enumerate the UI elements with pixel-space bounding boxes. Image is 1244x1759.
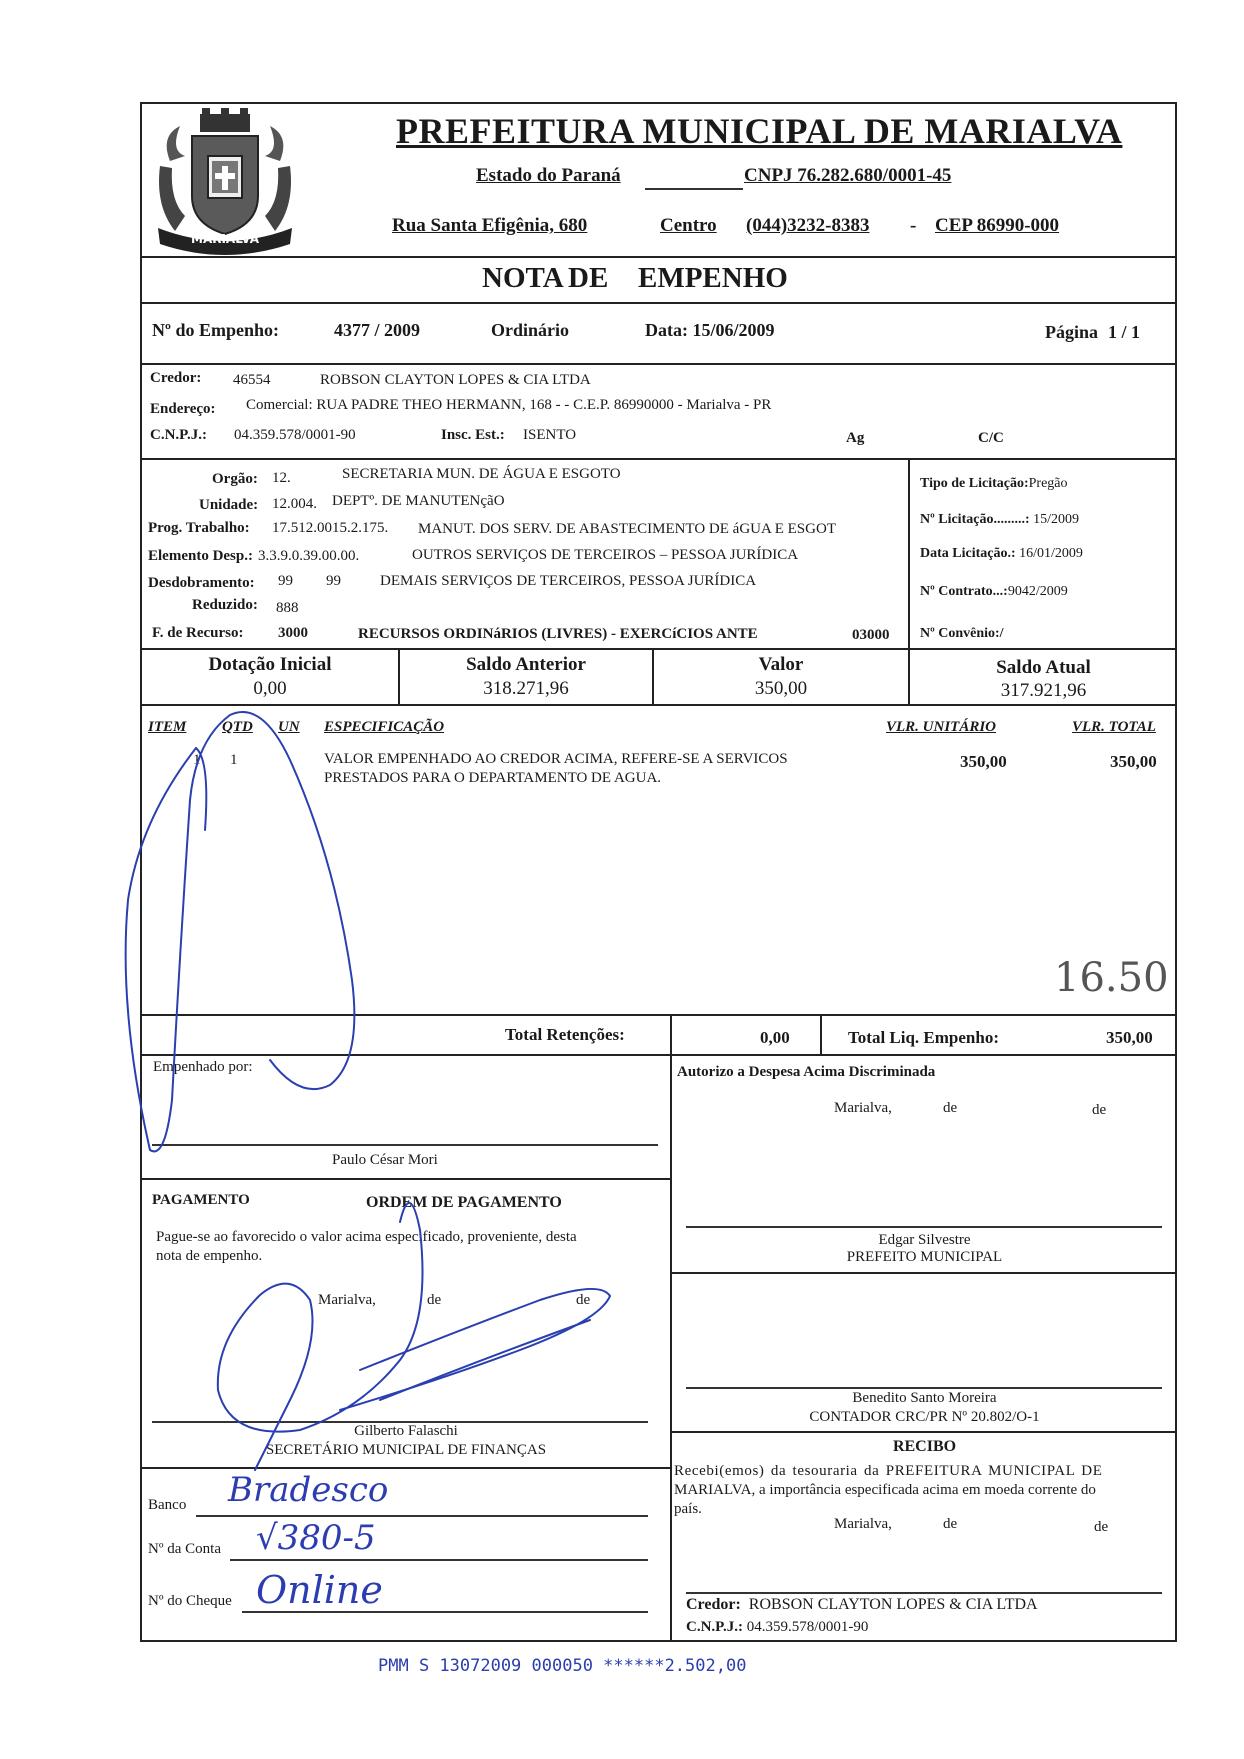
handwritten-note: 16.50 xyxy=(1054,955,1169,1001)
pagamento-marialva: Marialva, xyxy=(318,1292,376,1308)
item-number: 1 xyxy=(193,752,201,768)
insc-label: Insc. Est.: xyxy=(441,427,505,443)
prefeito-nome: Edgar Silvestre xyxy=(878,1232,971,1248)
recibo-cnpj-val: 04.359.578/0001-90 xyxy=(746,1619,869,1635)
empenhado-nome: Paulo César Mori xyxy=(332,1152,438,1168)
item-qtd: 1 xyxy=(230,752,238,768)
fonte-label: F. de Recurso: xyxy=(152,625,244,641)
signature-stroke-3 xyxy=(218,1203,423,1470)
doc-title-empenho: EMPENHO xyxy=(638,262,788,294)
footer-stamp: PMM S 13072009 000050 ******2.502,00 xyxy=(378,1656,747,1676)
contador-cargo: CONTADOR CRC/PR Nº 20.802/O-1 xyxy=(809,1409,1040,1425)
cheque-handwritten: Online xyxy=(256,1568,383,1612)
signature-stroke-1 xyxy=(126,712,355,1151)
ordem-pagamento: ORDEM DE PAGAMENTO xyxy=(366,1194,562,1211)
doc-title-nota: NOTA xyxy=(482,262,564,294)
atual-val: 317.921,96 xyxy=(1000,680,1087,701)
valor-val: 350,00 xyxy=(754,678,808,699)
insc-valor: ISENTO xyxy=(523,427,577,443)
desd-cod2: 99 xyxy=(326,573,341,589)
empenhado-label: Empenhado por: xyxy=(153,1059,253,1075)
recibo-texto3: país. xyxy=(674,1501,702,1517)
recibo-credor-label: Credor: xyxy=(686,1596,741,1613)
col-espec-header: ESPECIFICAÇÃO xyxy=(324,719,445,735)
recibo-titulo: RECIBO xyxy=(892,1438,957,1455)
recibo-de1: de xyxy=(943,1516,958,1532)
empenho-tipo: Ordinário xyxy=(491,320,570,340)
address-phone: (044)3232-8383 xyxy=(746,215,870,236)
signature-stroke-4 xyxy=(340,1289,610,1410)
orgao-label: Orgão: xyxy=(212,471,258,487)
elem-cod: 3.3.9.0.39.00.00. xyxy=(258,548,360,564)
banco-label: Banco xyxy=(148,1497,187,1513)
banco-handwritten: Bradesco xyxy=(228,1470,389,1510)
item-total-value: 350,00 xyxy=(1110,752,1157,771)
cc-label: C/C xyxy=(978,430,1004,446)
empenho-data: Data: 15/06/2009 xyxy=(645,320,775,340)
item-unit-value: 350,00 xyxy=(960,752,1007,771)
licitacao-data-val: 16/01/2009 xyxy=(1015,546,1083,561)
doc-title-de: DE xyxy=(568,262,609,294)
seal-ribbon-text: MARIALVA xyxy=(191,232,259,246)
elem-label: Elemento Desp.: xyxy=(148,548,253,564)
secretario-cargo: SECRETÁRIO MUNICIPAL DE FINANÇAS xyxy=(265,1442,547,1458)
empenho-label: Nº do Empenho: xyxy=(152,320,279,340)
unidade-cod: 12.004. xyxy=(272,496,317,512)
cnpj-label: C.N.P.J.: xyxy=(150,427,207,443)
reduzido-val: 888 xyxy=(276,600,299,616)
dotacao-label: Dotação Inicial xyxy=(208,654,332,675)
ag-label: Ag xyxy=(846,430,865,446)
pagamento-de2: de xyxy=(576,1292,591,1308)
desd-label: Desdobramento: xyxy=(148,575,255,591)
dotacao-val: 0,00 xyxy=(253,678,287,699)
col-unit-header: VLR. UNITÁRIO xyxy=(886,719,997,735)
pagamento-texto2: nota de empenho. xyxy=(156,1248,263,1264)
cheque-label: Nº do Cheque xyxy=(148,1593,232,1609)
unidade-desc: DEPTº. DE MANUTENçãO xyxy=(332,493,505,509)
anterior-val: 318.271,96 xyxy=(483,678,569,699)
retencoes-label: Total Retenções: xyxy=(505,1025,625,1044)
credor-label: Credor: xyxy=(150,370,202,386)
col-un-header: UN xyxy=(278,719,300,735)
pagamento-titulo: PAGAMENTO xyxy=(152,1192,250,1208)
cnpj-header: CNPJ 76.282.680/0001-45 xyxy=(744,165,952,186)
autorizo-marialva: Marialva, xyxy=(834,1100,892,1116)
item-desc-line1: VALOR EMPENHADO AO CREDOR ACIMA, REFERE-SE A SERVICOS xyxy=(324,751,788,767)
licitacao-numero-val: 15/2009 xyxy=(1029,512,1079,527)
secretario-nome: Gilberto Falaschi xyxy=(354,1423,458,1439)
cnpj-valor: 04.359.578/0001-90 xyxy=(234,427,356,443)
autorizo-de2: de xyxy=(1092,1102,1107,1118)
empenho-numero: 4377 / 2009 xyxy=(334,320,421,340)
pagina-label: Página xyxy=(1045,322,1099,342)
col-total-header: VLR. TOTAL xyxy=(1072,719,1156,735)
recibo-de2: de xyxy=(1094,1519,1109,1535)
licitacao-tipo-label: Tipo de Licitação: xyxy=(920,476,1029,491)
signature-stroke-5 xyxy=(380,1320,590,1400)
endereco-label: Endereço: xyxy=(150,401,216,417)
elem-desc: OUTROS SERVIÇOS DE TERCEIROS – PESSOA JURÍDICA xyxy=(412,547,799,563)
prog-cod: 17.512.0015.2.175. xyxy=(272,520,389,536)
licitacao-contrato-val: 9042/2009 xyxy=(1007,584,1068,599)
prog-desc: MANUT. DOS SERV. DE ABASTECIMENTO DE áGUA E ESGOT xyxy=(418,521,836,537)
fonte-cod2: 03000 xyxy=(852,627,890,643)
prefeitura-title: PREFEITURA MUNICIPAL DE MARIALVA xyxy=(396,111,1123,151)
licitacao-convenio: Nº Convênio:/ xyxy=(920,626,1004,641)
credor-nome: ROBSON CLAYTON LOPES & CIA LTDA xyxy=(320,372,591,388)
licitacao-tipo-val: Pregão xyxy=(1028,476,1068,491)
address-centro: Centro xyxy=(660,215,717,236)
autorizo-de1: de xyxy=(943,1100,958,1116)
prefeito-cargo: PREFEITO MUNICIPAL xyxy=(846,1249,1003,1265)
orgao-desc: SECRETARIA MUN. DE ÁGUA E ESGOTO xyxy=(342,466,621,482)
licitacao-data-label: Data Licitação.: xyxy=(920,546,1016,561)
anterior-label: Saldo Anterior xyxy=(466,654,586,675)
address-cep: CEP 86990-000 xyxy=(935,215,1060,236)
retencoes-val: 0,00 xyxy=(760,1028,790,1047)
licitacao-numero-label: Nº Licitação.........: xyxy=(920,512,1030,527)
item-desc-line2: PRESTADOS PARA O DEPARTAMENTO DE AGUA. xyxy=(324,770,662,786)
fonte-desc: RECURSOS ORDINáRIOS (LIVRES) - EXERCíCIOS ANTE xyxy=(358,626,758,642)
endereco-valor: Comercial: RUA PADRE THEO HERMANN, 168 - - C.E.P. 86990000 - Marialva - PR xyxy=(246,397,772,413)
liq-label: Total Liq. Empenho: xyxy=(848,1028,999,1047)
col-item-header: ITEM xyxy=(148,719,187,735)
atual-label: Saldo Atual xyxy=(996,657,1091,678)
orgao-cod: 12. xyxy=(272,470,291,486)
conta-handwritten: √380-5 xyxy=(256,1518,376,1558)
credor-codigo: 46554 xyxy=(233,372,271,388)
recibo-credor-nome: ROBSON CLAYTON LOPES & CIA LTDA xyxy=(748,1596,1038,1613)
conta-label: Nº da Conta xyxy=(148,1541,221,1557)
pagamento-de1: de xyxy=(427,1292,442,1308)
recibo-cnpj-label: C.N.P.J.: xyxy=(686,1619,743,1635)
recibo-marialva: Marialva, xyxy=(834,1516,892,1532)
reduzido-label: Reduzido: xyxy=(192,597,258,613)
pagamento-texto1: Pague-se ao favorecido o valor acima especificado, proveniente, desta xyxy=(156,1229,577,1245)
liq-val: 350,00 xyxy=(1106,1028,1153,1047)
licitacao-contrato-label: Nº Contrato...: xyxy=(920,584,1008,599)
contador-nome: Benedito Santo Moreira xyxy=(852,1390,997,1406)
estado-label: Estado do Paraná xyxy=(476,165,621,186)
address-sep: - xyxy=(910,215,917,236)
fonte-cod: 3000 xyxy=(278,625,308,641)
autorizo-label: Autorizo a Despesa Acima Discriminada xyxy=(677,1064,936,1080)
address-street: Rua Santa Efigênia, 680 xyxy=(392,215,588,236)
desd-desc: DEMAIS SERVIÇOS DE TERCEIROS, PESSOA JURÍDICA xyxy=(380,573,757,589)
unidade-label: Unidade: xyxy=(199,497,259,513)
col-qtd-header: QTD xyxy=(222,719,253,735)
valor-label: Valor xyxy=(758,654,804,675)
prog-label: Prog. Trabalho: xyxy=(148,520,250,536)
desd-cod1: 99 xyxy=(278,573,293,589)
recibo-texto2: MARIALVA, a importância especificada acima em moeda corrente do xyxy=(674,1482,1096,1498)
recibo-texto1: Recebi(emos) da tesouraria da PREFEITURA MUNICIPAL DE xyxy=(674,1463,1103,1479)
pagina-numero: 1 / 1 xyxy=(1108,322,1141,342)
